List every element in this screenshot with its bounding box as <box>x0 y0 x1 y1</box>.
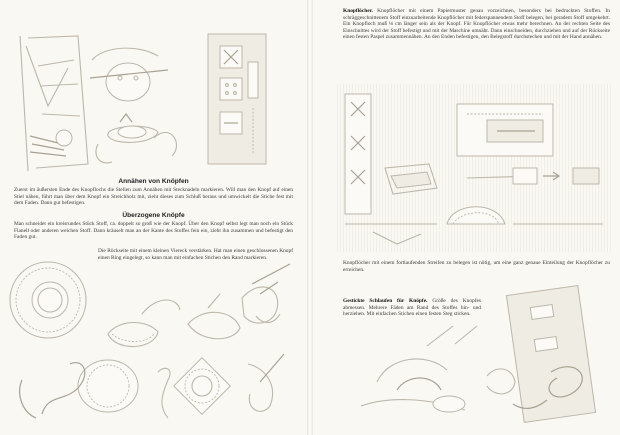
buttonhole-illustrations <box>337 84 613 260</box>
loops-title: Gestickte Schlaufen für Knöpfe. <box>343 298 428 304</box>
heading-covered-buttons: Überzogene Knöpfe <box>122 212 185 219</box>
caption-buttonhole-strip: Knopflöcher mit einem fortlaufenden Streifen zu belegen ist nötig, um eine ganz genaue Einteilung der Knopflöcher zu erreichen. <box>343 260 610 273</box>
paragraph-covered-buttons-1: Man schneidet ein kreisrundes Stück Stoff, ca. doppelt so groß wie der Knopf. Über den Knopf selbst legt man noch ein Stück Flanell oder anderen weichen Stoff. Dann kräuselt man an der Kante des Stoffes fein ein, zieht ihn zusammen und befestigt den Faden gut. <box>14 221 293 241</box>
button-sewing-illustrations <box>8 26 298 176</box>
covered-button-illustrations <box>8 254 300 432</box>
paragraph-covered-buttons-2: Die Rückseite mit einem kleinen Viereck verstärken. Hat man einen geschlossenen Knopf einen Ring eingelegt, so kann man mit einfachen Stichen den Rand markieren. <box>98 248 293 261</box>
paragraph-buttonholes <box>343 8 610 41</box>
right-page <box>313 0 620 435</box>
loops-body: Größe des Knopfes abmessen. Mehrere Fäden am Rand des Stoffes hin- und herziehen. Mit einfachen Stichen einen festen Steg sticken. <box>343 298 481 318</box>
buttonholes-title: Knopflöcher. <box>343 8 373 14</box>
loop-illustrations <box>337 286 613 432</box>
left-page <box>0 0 307 435</box>
buttonholes-body: Knopflöcher mit einem Papiermuster genau vorzeichnen, besonders bei bedruckten Stoffen. In schräggeschnittenem Stoff einzuarbeitende Knopflöcher mit federspannendem Stoff belegen, bei geradem Stoff umgekehrt. Ein Knopfloch muß ⅛ cm länger sein als der Knopf. Für Knopflöcher etwas mehr berechnen. An der rechten Seite des Einschnittes wird der Stoff befestigt und mit der Maschine umnäht. Dann einschneiden, durchziehen und auf der Rückseite einen festen Paspel zusammennähen. An den Enden befestigen, den Belegstoff durchstechen und mit der Hand annähen. <box>343 8 611 41</box>
heading-sewing-buttons: Annähen von Knöpfen <box>118 178 189 185</box>
paragraph-sewing-buttons: Zuerst im äußersten Ende des Knopflochs die Stellen zum Annähen mit Stecknadeln markieren. Will man den Knopf auf einen Stiel nähen, führt man über dem Knopf ein Streichholz mit, zieht dieses zum Schluß heraus und umwickelt die Stiche fest mit dem Faden. Dann gut befestigen. <box>14 187 293 207</box>
